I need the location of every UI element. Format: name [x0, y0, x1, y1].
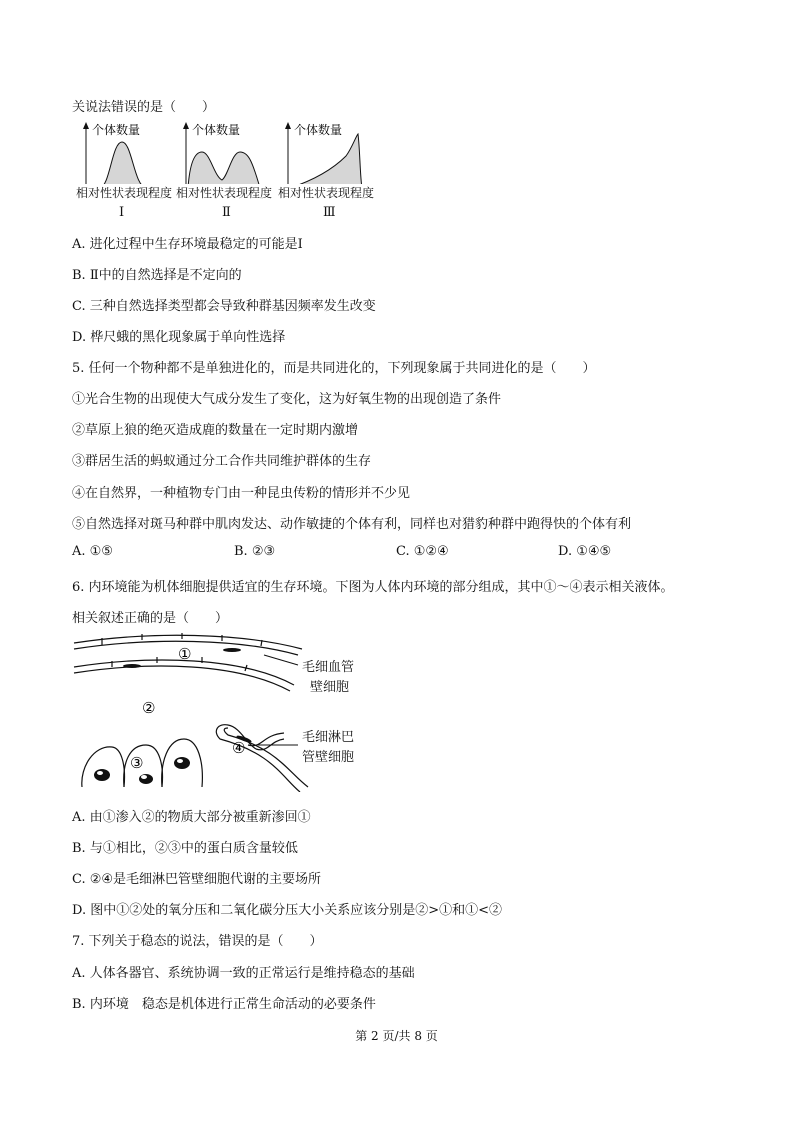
q5-choice-b: B. ②③: [234, 544, 276, 559]
graph-2-ylabel: 个体数量: [192, 123, 241, 137]
q6-stem-line2: 相关叙述正确的是（ ）: [72, 611, 229, 626]
graph-3-ylabel: 个体数量: [294, 123, 343, 137]
q7-option-a: A. 人体各器官、系统协调一致的正常运行是维持稳态的基础: [72, 966, 415, 981]
graph-1: [76, 120, 176, 200]
q7-option-b: B. 内环境 稳态是机体进行正常生命活动的必要条件: [72, 997, 376, 1012]
label-lymph-line1: 毛细淋巴: [302, 730, 355, 745]
q5-item-5: ⑤自然选择对斑马种群中肌肉发达、动作敏捷的个体有利，同样也对猎豹种群中跑得快的个体有利: [72, 517, 632, 532]
q4-option-d: D. 桦尺蛾的黑化现象属于单向性选择: [72, 330, 286, 345]
q4-option-b: B. Ⅱ中的自然选择是不定向的: [72, 268, 242, 283]
q6-diagram: [72, 627, 372, 792]
q6-option-b: B. 与①相比，②③中的蛋白质含量较低: [72, 841, 298, 856]
diagram-n3: ③: [130, 754, 144, 772]
q5-choice-a: A. ①⑤: [72, 544, 113, 559]
q5-choices: [72, 544, 712, 562]
q7-stem: 7. 下列关于稳态的说法，错误的是（ ）: [72, 934, 323, 949]
diagram-n4: ④: [232, 739, 246, 757]
label-lymph-line2: 管壁细胞: [302, 750, 355, 765]
q4-option-a: A. 进化过程中生存环境最稳定的可能是Ⅰ: [72, 237, 303, 252]
q6-option-c: C. ②④是毛细淋巴管壁细胞代谢的主要场所: [72, 872, 322, 887]
diagram-n1: ①: [178, 645, 192, 663]
graph-2: [176, 120, 276, 200]
graph-3-xlabel: 相对性状表现程度: [278, 186, 375, 200]
graph-3: [278, 120, 378, 200]
q6-option-a: A. 由①渗入②的物质大部分被重新渗回①: [72, 810, 311, 825]
q5-stem: 5. 任何一个物种都不是单独进化的，而是共同进化的，下列现象属于共同进化的是（ ）: [72, 361, 596, 376]
q5-item-1: ①光合生物的出现使大气成分发生了变化，这为好氧生物的出现创造了条件: [72, 392, 502, 407]
q5-item-4: ④在自然界，一种植物专门由一种昆虫传粉的情形并不少见: [72, 486, 411, 501]
q5-item-2: ②草原上狼的绝灭造成鹿的数量在一定时期内激增: [72, 423, 359, 438]
q5-choice-c: C. ①②④: [396, 544, 449, 559]
q4-stem: 关说法错误的是（ ）: [72, 100, 216, 115]
graph-3-numeral: Ⅲ: [323, 205, 336, 220]
q4-option-c: C. 三种自然选择类型都会导致种群基因频率发生改变: [72, 299, 376, 314]
q6-stem-line1: 6. 内环境能为机体细胞提供适宜的生存环境。下图为人体内环境的部分组成，其中①～④表示相关液体。: [72, 580, 674, 595]
label-capillary-line2: 壁细胞: [310, 680, 350, 695]
graph-1-xlabel: 相对性状表现程度: [76, 186, 173, 200]
label-capillary-line1: 毛细血管: [302, 660, 355, 675]
q5-item-3: ③群居生活的蚂蚁通过分工合作共同维护群体的生存: [72, 454, 372, 469]
graph-2-xlabel: 相对性状表现程度: [176, 186, 273, 200]
graph-2-numeral: Ⅱ: [222, 205, 231, 220]
graph-1-numeral: Ⅰ: [119, 205, 125, 220]
q5-choice-d: D. ①④⑤: [558, 544, 612, 559]
graph-1-ylabel: 个体数量: [92, 123, 141, 137]
page-footer: 第 2 页/共 8 页: [355, 1029, 438, 1043]
q6-option-d: D. 图中①②处的氧分压和二氧化碳分压大小关系应该分别是②>①和①<②: [72, 903, 503, 918]
diagram-n2: ②: [142, 699, 156, 717]
